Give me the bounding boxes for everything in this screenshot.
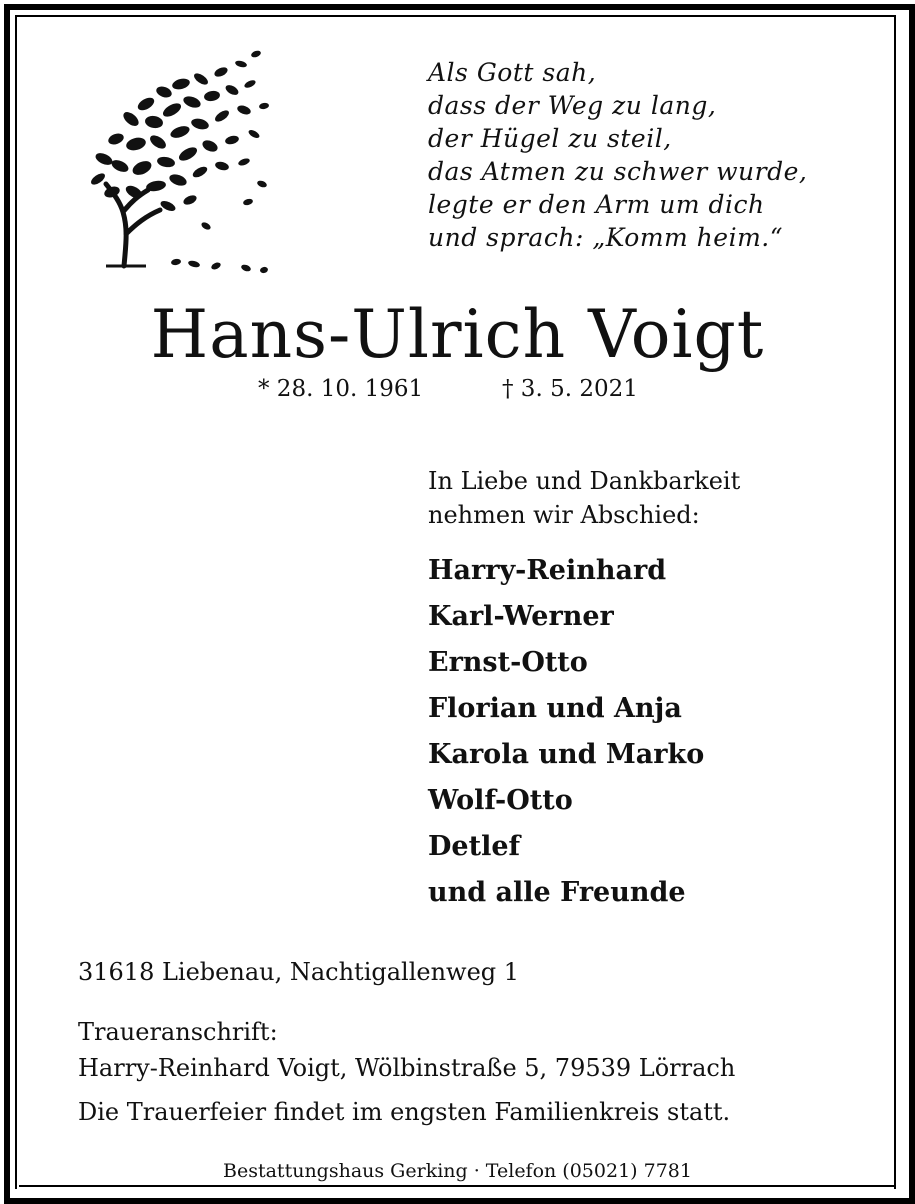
poem — [428, 56, 807, 254]
poem-line: dass der Weg zu lang, — [428, 91, 717, 120]
poem-line: legte er den Arm um dich — [428, 190, 765, 219]
mourner: Detlef — [428, 831, 521, 862]
footer — [0, 1160, 915, 1182]
poem-line: und sprach: „Komm heim.“ — [428, 223, 784, 252]
poem-line: Als Gott sah, — [428, 58, 597, 87]
mourner: Ernst-Otto — [428, 647, 588, 678]
mourner: und alle Freunde — [428, 877, 686, 908]
farewell-line: nehmen wir Abschied: — [428, 501, 700, 529]
death-date: † 3. 5. 2021 — [502, 376, 638, 402]
mourner: Harry-Reinhard — [428, 555, 667, 586]
funeral-home-contact: Bestattungshaus Gerking · Telefon (05021) 7781 — [213, 1160, 702, 1182]
windblown-tree-icon — [76, 44, 276, 279]
mourner: Karl-Werner — [428, 601, 614, 632]
poem-line: das Atmen zu schwer wurde, — [428, 157, 808, 186]
correspondence-address — [78, 1014, 735, 1086]
birth-date: * 28. 10. 1961 — [258, 376, 424, 402]
deceased-name: Hans-Ulrich Voigt — [150, 296, 765, 373]
address: 31618 Liebenau, Nachtigallenweg 1 — [78, 958, 520, 986]
mourner: Karola und Marko — [428, 739, 705, 770]
mourner: Florian und Anja — [428, 693, 682, 724]
correspondence-value: Harry-Reinhard Voigt, Wölbinstraße 5, 79539 Lörrach — [78, 1054, 736, 1082]
farewell-line: In Liebe und Dankbarkeit — [428, 467, 741, 495]
mourner: Wolf-Otto — [428, 785, 573, 816]
mourners-list — [428, 548, 704, 916]
ceremony-note: Die Trauerfeier findet im engsten Familienkreis statt. — [78, 1098, 731, 1126]
footer-rule — [19, 1185, 896, 1187]
correspondence-label: Traueranschrift: — [78, 1018, 278, 1046]
poem-line: der Hügel zu steil, — [428, 124, 672, 153]
farewell-text — [428, 464, 740, 532]
